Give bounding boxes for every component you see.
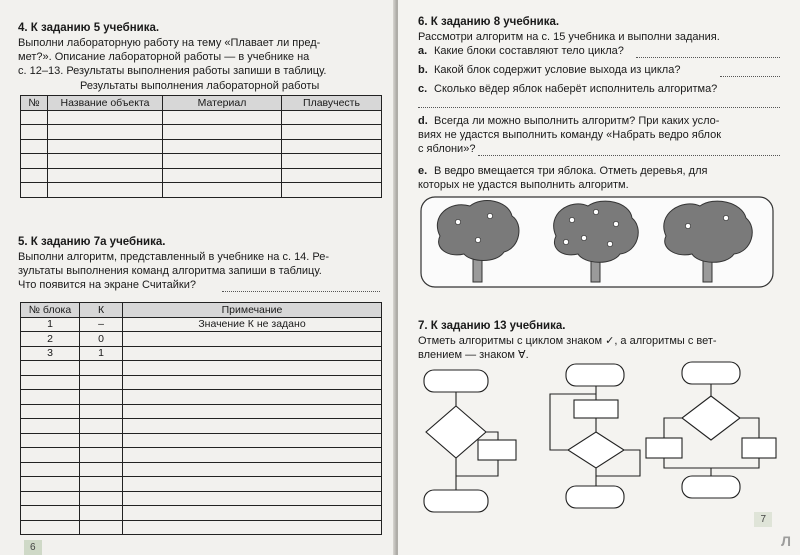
answer-line: [720, 75, 780, 77]
col-material: Материал: [163, 96, 282, 111]
task6-a-label: a.: [418, 45, 428, 57]
task5-line3: Что появится на экране Считайки?: [18, 279, 196, 291]
flowchart-3: [644, 358, 780, 508]
answer-line: [222, 290, 380, 292]
task6-d-line3: с яблони»?: [418, 143, 476, 155]
task7-line1: Отметь алгоритмы с циклом знаком ✓, а алгоритмы с вет-: [418, 335, 717, 347]
task6-c-text: Сколько вёдер яблок наберёт исполнитель алгоритма?: [434, 83, 718, 95]
task6-b-label: b.: [418, 64, 428, 76]
table-row: [21, 477, 382, 492]
table-row: [21, 168, 382, 183]
cell: 1: [21, 317, 80, 332]
task4-table-caption: Результаты выполнения лабораторной работы: [80, 80, 320, 92]
page-number-left: 6: [24, 540, 42, 555]
task5-table: [20, 302, 382, 535]
table-row: [21, 433, 382, 448]
task6-e-label: e.: [418, 165, 428, 177]
task7-heading: 7. К заданию 13 учебника.: [418, 320, 566, 332]
col-block-number: № блока: [21, 303, 80, 318]
table-row: [21, 317, 382, 332]
table-row: [21, 375, 382, 390]
cell: 0: [80, 332, 123, 347]
task6-b-text: Какой блок содержит условие выхода из цикла?: [434, 64, 681, 76]
col-number: №: [21, 96, 48, 111]
answer-line: [636, 56, 780, 58]
cell: Значение К не задано: [123, 317, 382, 332]
cell: [123, 346, 382, 361]
task6-d-line2: виях не удастся выполнить команду «Набрать ведро яблок: [418, 129, 722, 141]
table-row: [21, 110, 382, 125]
col-k: К: [80, 303, 123, 318]
table-row: [21, 419, 382, 434]
table-row: [21, 506, 382, 521]
table-row: [21, 154, 382, 169]
cell: –: [80, 317, 123, 332]
table-row: [21, 139, 382, 154]
table-row: [21, 404, 382, 419]
table-row: [21, 491, 382, 506]
task6-d-line1: Всегда ли можно выполнить алгоритм? При каких усло-: [434, 115, 720, 127]
task4-table: [20, 95, 382, 198]
table-row: [21, 125, 382, 140]
cell: 3: [21, 346, 80, 361]
task6-a-text: Какие блоки составляют тело цикла?: [434, 45, 624, 57]
task5-heading: 5. К заданию 7а учебника.: [18, 236, 166, 248]
task6-c-label: c.: [418, 83, 428, 95]
task5-line2: зультаты выполнения команд алгоритма запиши в таблицу.: [18, 265, 322, 277]
task4-line2: мет?». Описание лабораторной работы — в учебнике на: [18, 51, 310, 63]
table-row: [21, 332, 382, 347]
task5-line1: Выполни алгоритм, представленный в учебнике на с. 14. Ре-: [18, 251, 330, 263]
cell: 1: [80, 346, 123, 361]
task6-intro: Рассмотри алгоритм на с. 15 учебника и выполни задания.: [418, 31, 720, 43]
table-row: [21, 346, 382, 361]
col-buoyancy: Плавучесть: [282, 96, 382, 111]
task6-d-label: d.: [418, 115, 428, 127]
task6-e-line1: В ведро вмещается три яблока. Отметь деревья, для: [434, 165, 708, 177]
table-row: [21, 390, 382, 405]
task4-heading: 4. К заданию 5 учебника.: [18, 22, 160, 34]
col-note: Примечание: [123, 303, 382, 318]
publisher-watermark: Л: [781, 533, 792, 549]
task6-heading: 6. К заданию 8 учебника.: [418, 16, 560, 28]
table-row: [21, 462, 382, 477]
task4-line1: Выполни лабораторную работу на тему «Плавает ли пред-: [18, 37, 321, 49]
flowchart-1: [420, 364, 530, 524]
table-row: [21, 361, 382, 376]
flowchart-2: [540, 360, 650, 524]
left-page: [0, 0, 396, 555]
page-number-right: 7: [754, 512, 772, 527]
answer-line: [418, 106, 780, 108]
task4-line3: с. 12–13. Результаты выполнения работы запиши в таблицу.: [18, 65, 327, 77]
table-row: [21, 448, 382, 463]
apple-trees-illustration: [420, 196, 774, 288]
cell: 2: [21, 332, 80, 347]
table-row: [21, 183, 382, 198]
task7-line2: влением — знаком ∀.: [418, 349, 529, 361]
table-row: [21, 520, 382, 535]
cell: [123, 332, 382, 347]
right-page: [398, 0, 800, 555]
task6-e-line2: которых не удастся выполнить алгоритм.: [418, 179, 629, 191]
col-object-name: Название объекта: [48, 96, 163, 111]
answer-line: [478, 154, 780, 156]
